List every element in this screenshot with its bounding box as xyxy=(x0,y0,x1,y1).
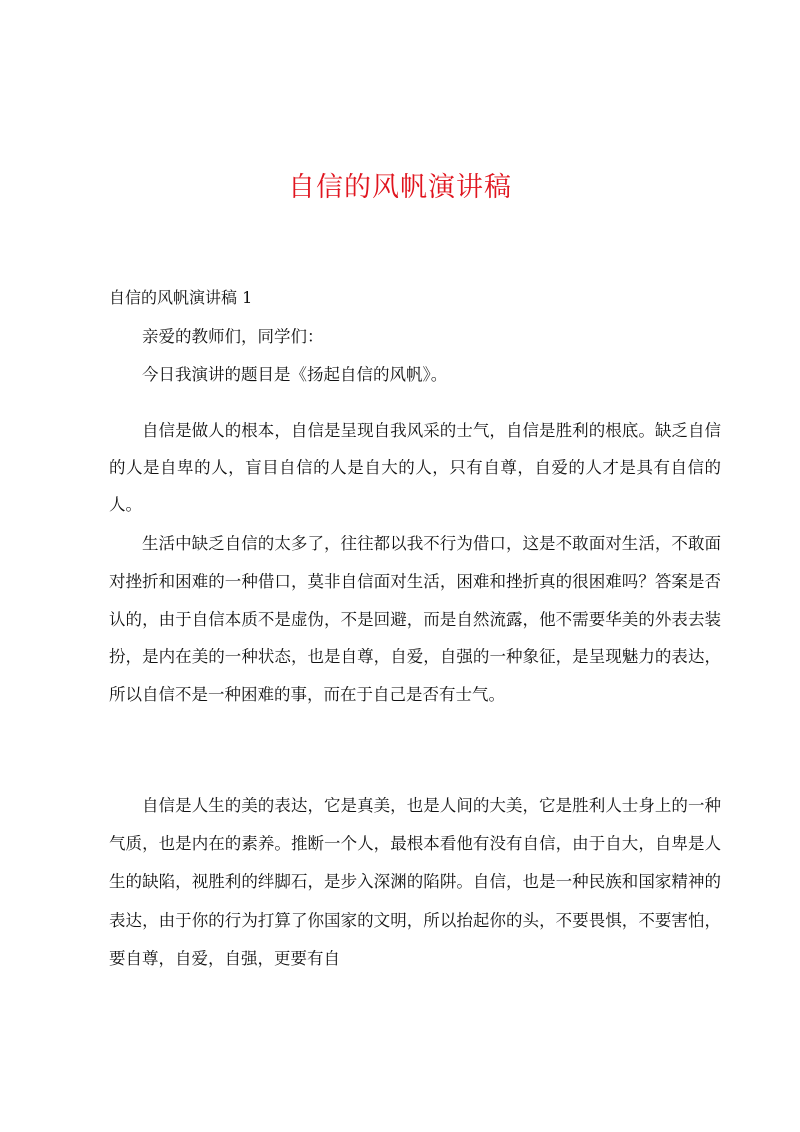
paragraph-greeting: 亲爱的教师们，同学们： xyxy=(142,327,324,346)
paragraph-confidence-foundation: 自信是做人的根本，自信是呈现自我风采的士气，自信是胜利的根底。缺乏自信的人是自卑的人，盲目自信的人是自大的人，只有自尊，自爱的人才是具有自信的人。 xyxy=(109,421,721,515)
document-title: 自信的风帆演讲稿 xyxy=(288,172,512,203)
section-heading: 自信的风帆演讲稿 1 xyxy=(109,288,253,307)
paragraph-topic: 今日我演讲的题目是《扬起自信的风帆》。 xyxy=(142,365,448,384)
paragraph-lack-of-confidence: 生活中缺乏自信的太多了，往往都以我不行为借口，这是不敢面对生活，不敢面对挫折和困难的一种借口，莫非自信面对生活，困难和挫折真的很困难吗？答案是否认的，由于自信本质不是虚伪，不是回避，而是自然流露，他不需要华美的外表去装扮，是内在美的一种状态，也是自尊，自爱，自强的一种象征，是呈现魅力的表达，所以自信不是一种困难的事，而在于自己是否有士气。 xyxy=(109,534,721,705)
paragraph-beauty-of-confidence: 自信是人生的美的表达，它是真美，也是人间的大美，它是胜利人士身上的一种气质，也是内在的素养。推断一个人，最根本看他有没有自信，由于自大，自卑是人生的缺陷，视胜利的绊脚石，是步入深渊的陷阱。自信，也是一种民族和国家精神的表达，由于你的行为打算了你国家的文明，所以抬起你的头，不要畏惧，不要害怕，要自尊，自爱，自强，更要有自 xyxy=(109,796,721,968)
